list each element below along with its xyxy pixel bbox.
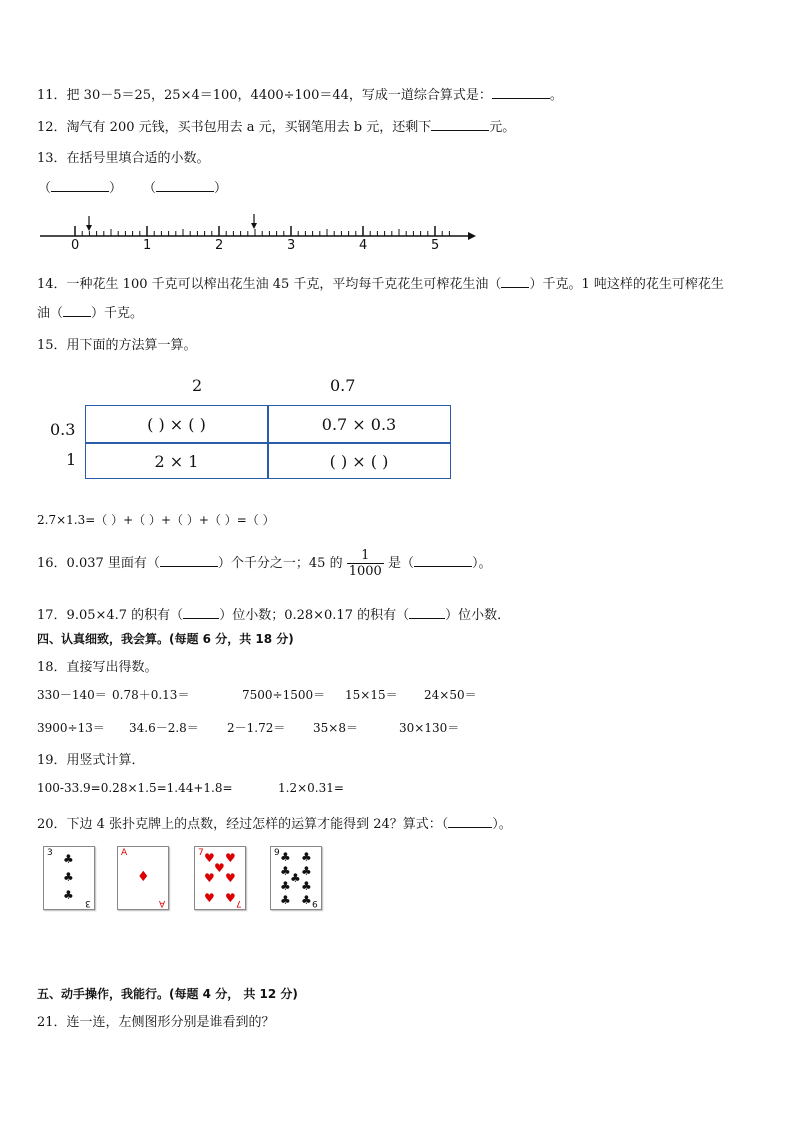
question-16: 16．0.037 里面有（ ）个千分之一；45 的 $\frac{1}{1000}$ 是（ ）。	[37, 548, 492, 579]
cell-top-right: 0.7 × 0.3	[321, 415, 397, 434]
question-13: 13．在括号里填合适的小数。	[37, 151, 210, 166]
calc-item[interactable]: 30×130＝	[399, 721, 460, 735]
calc-item[interactable]: 24×50＝	[424, 688, 477, 702]
number-line-labels	[36, 238, 476, 254]
area-top-right-label: 0.7	[330, 376, 356, 395]
playing-card-3-clubs: 3 3 ♣ ♣ ♣	[43, 846, 95, 910]
cell-bottom-right[interactable]: ( ) × ( )	[329, 452, 389, 471]
question-17: 17．9.05×4.7 的积有（ ）位小数；0.28×0.17 的积有（ ）位小数．	[37, 608, 511, 623]
question-12: 12．淘气有 200 元钱，买书包用去 a 元，买钢笔用去 b 元，还剩下 元。	[37, 120, 516, 135]
section-5-heading: 五、动手操作，我能行。(每题 4 分， 共 12 分)	[37, 987, 298, 1001]
area-side-bottom-label: 1	[66, 450, 77, 469]
question-14: 14．一种花生 100 千克可以榨出花生油 45 千克，平均每千克花生可榨花生油（ ）千克。1 吨这样的花生可榨花生	[37, 277, 724, 292]
area-top-left-label: 2	[192, 376, 203, 395]
playing-card-7-hearts: 7 7 ♥ ♥ ♥ ♥ ♥ ♥ ♥	[194, 846, 246, 910]
playing-card-ace-diamonds: A A ♦	[117, 846, 169, 910]
q19-extra: 1.2×0.31=	[278, 781, 344, 795]
tick-label: 4	[359, 238, 368, 253]
calc-item[interactable]: 34.6－2.8＝	[129, 721, 199, 735]
question-21: 21．连一连，左侧图形分别是谁看到的？	[37, 1015, 275, 1030]
question-18: 18．直接写出得数。	[37, 660, 158, 675]
playing-card-9-clubs: 9 9 ♣ ♣ ♣ ♣ ♣ ♣ ♣ ♣ ♣	[270, 846, 322, 910]
tick-label: 5	[431, 238, 440, 253]
q19-expressions: 100-33.9=0.28×1.5=1.44+1.8=	[37, 781, 233, 795]
calc-item[interactable]: 7500÷1500＝	[242, 688, 326, 702]
answer-blank[interactable]	[492, 86, 550, 99]
arrow-marker-1	[86, 216, 92, 231]
answer-blank[interactable]	[431, 118, 489, 131]
cell-top-left[interactable]: ( ) × ( )	[147, 415, 206, 434]
q15-formula[interactable]: 2.7×1.3=（ ）+（ ）+（ ）+（ ）=（ ）	[37, 513, 275, 527]
tick-label: 2	[215, 238, 224, 253]
calc-item[interactable]: 330－140＝	[37, 688, 107, 702]
question-11: 11．把 30－5＝25，25×4＝100，4400÷100＝44，写成一道综合算式是： 。	[37, 88, 563, 103]
tick-label: 3	[287, 238, 296, 253]
section-4-heading: 四、认真细致，我会算。(每题 6 分，共 18 分)	[37, 632, 294, 646]
area-model-grid	[85, 405, 451, 479]
arrow-marker-2	[251, 214, 257, 229]
question-15: 15．用下面的方法算一算。	[37, 338, 197, 353]
question-20: 20．下边 4 张扑克牌上的点数，经过怎样的运算才能得到 24？算式：（ ）。	[37, 817, 512, 832]
tick-label: 1	[143, 238, 152, 253]
area-side-top-label: 0.3	[50, 420, 76, 439]
question-14-cont: 油（ ）千克。	[37, 306, 144, 321]
calc-item[interactable]: 3900÷13＝	[37, 721, 105, 735]
fraction: $\frac{1}{1000}$	[348, 548, 382, 579]
calc-item[interactable]: 35×8＝	[313, 721, 358, 735]
calc-item[interactable]: 2－1.72＝	[227, 721, 286, 735]
cell-bottom-left: 2 × 1	[154, 452, 199, 471]
bracket-2[interactable]: （ ）	[143, 181, 228, 196]
calc-item[interactable]: 15×15＝	[345, 688, 398, 702]
tick-label: 0	[71, 238, 80, 253]
bracket-1[interactable]: （ ）	[38, 181, 123, 196]
question-19: 19．用竖式计算．	[37, 753, 145, 768]
calc-item[interactable]: 0.78＋0.13＝	[112, 688, 190, 702]
